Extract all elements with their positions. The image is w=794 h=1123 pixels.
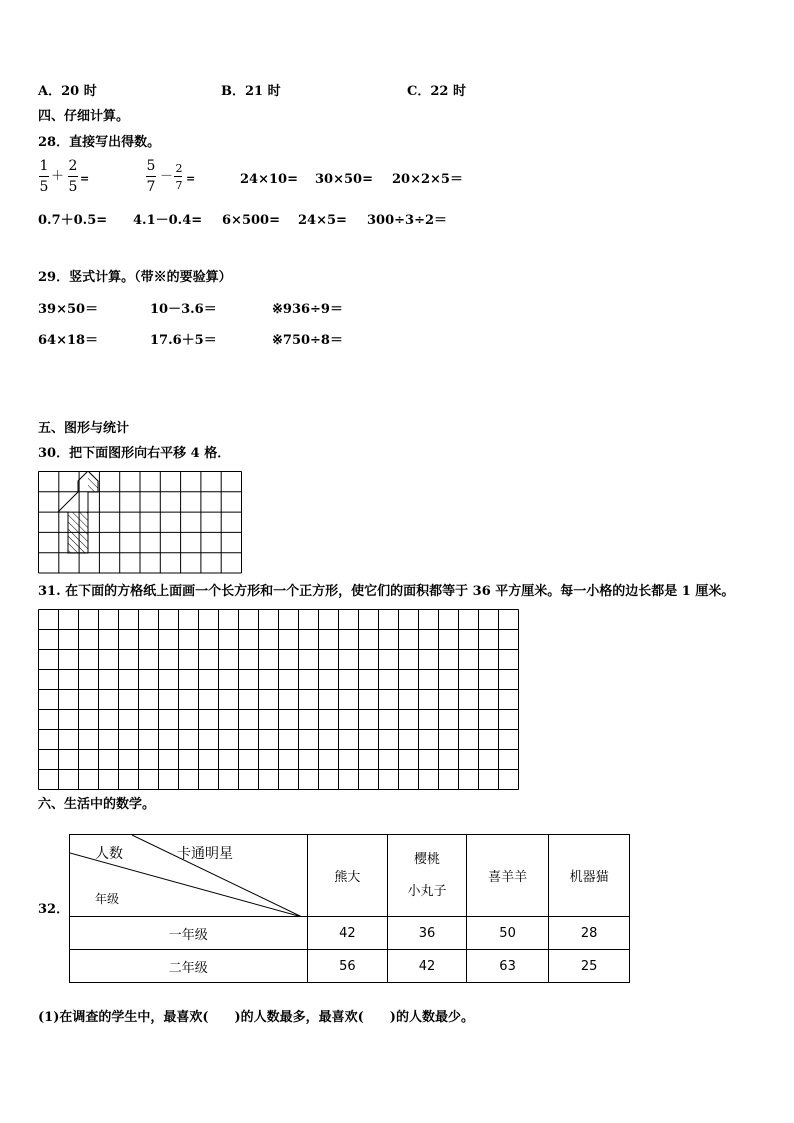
- fraction-denominator: 7: [175, 179, 183, 192]
- fraction-bar: [39, 176, 49, 177]
- table-row: [70, 950, 630, 983]
- fraction-numerator: 5: [146, 158, 156, 174]
- section4-title: 四、仔细计算。: [38, 109, 130, 124]
- calc-item: 10－3.6＝: [150, 302, 217, 317]
- value-cell: 63: [466, 950, 549, 983]
- header-cartoon: 卡通明星: [177, 846, 233, 862]
- option-b: B．21 时: [221, 84, 281, 99]
- q28-title: 28．直接写出得数。: [38, 135, 161, 150]
- diagonal-header-cell: [70, 835, 308, 917]
- table-row: [70, 917, 630, 950]
- calc-item: 0.7＋0.5=: [38, 213, 108, 228]
- fraction-operator: ＋: [51, 169, 65, 184]
- q30-grid: [38, 471, 243, 574]
- grade-cell: 一年级: [70, 917, 308, 950]
- equals-sign: =: [80, 172, 90, 185]
- fraction-bar: [174, 176, 182, 177]
- option-a: A．20 时: [38, 84, 97, 99]
- calc-item: 4.1－0.4=: [133, 213, 203, 228]
- fraction-denominator: 5: [68, 179, 78, 195]
- calc-item: ※936÷9＝: [272, 302, 343, 317]
- col-header: 樱桃 小丸子: [388, 835, 467, 917]
- section5-title: 五、图形与统计: [38, 421, 130, 436]
- grade-cell: 二年级: [70, 950, 308, 983]
- q30-title: 30．把下面图形向右平移 4 格．: [38, 446, 231, 461]
- arrow-hatch: [68, 512, 88, 553]
- fraction-numerator: 2: [68, 158, 78, 174]
- calc-item: 17.6＋5＝: [150, 333, 217, 348]
- value-cell: 56: [307, 950, 388, 983]
- stats-table: [69, 834, 630, 983]
- value-cell: 36: [388, 917, 467, 950]
- calc-item: 300÷3÷2＝: [367, 213, 448, 228]
- equals-sign: =: [186, 172, 196, 185]
- fraction-denominator: 5: [39, 179, 49, 195]
- fraction-numerator: 2: [175, 162, 183, 175]
- q31-title: 31. 在下面的方格纸上面画一个长方形和一个正方形，使它们的面积都等于 36 平方厘米。每一小格的边长都是 1 厘米。: [38, 584, 735, 599]
- col-header: 熊大: [307, 835, 388, 917]
- col-header: 机器猫: [549, 835, 630, 917]
- q31-grid: [38, 609, 520, 791]
- section6-title: 六、生活中的数学。: [38, 797, 156, 812]
- calc-item: 24×10=: [240, 172, 298, 187]
- fraction-denominator: 7: [146, 179, 156, 195]
- value-cell: 50: [466, 917, 549, 950]
- value-cell: 25: [549, 950, 630, 983]
- fraction-bar: [68, 176, 78, 177]
- calc-item: 24×5=: [298, 213, 347, 228]
- fraction-bar: [146, 176, 156, 177]
- header-people: 人数: [95, 846, 123, 862]
- q32-question1: (1)在调查的学生中，最喜欢( )的人数最多，最喜欢( )的人数最少。: [38, 1010, 474, 1025]
- fraction-numerator: 1: [39, 158, 49, 174]
- header-grade: 年级: [95, 892, 120, 906]
- arrow-head-hatch: [88, 471, 98, 492]
- calc-item: 39×50＝: [38, 302, 99, 317]
- calc-item: 20×2×5＝: [392, 172, 463, 187]
- calc-item: 6×500=: [222, 213, 280, 228]
- value-cell: 42: [307, 917, 388, 950]
- fraction-operator: －: [160, 169, 174, 184]
- calc-item: 64×18＝: [38, 333, 99, 348]
- calc-item: 30×50=: [315, 172, 373, 187]
- col-header: 喜羊羊: [466, 835, 549, 917]
- q29-title: 29．竖式计算。（带※的要验算）: [38, 270, 232, 285]
- option-c: C．22 时: [407, 84, 466, 99]
- value-cell: 28: [549, 917, 630, 950]
- value-cell: 42: [388, 950, 467, 983]
- q32-number: 32．: [38, 902, 70, 917]
- calc-item: ※750÷8＝: [272, 333, 343, 348]
